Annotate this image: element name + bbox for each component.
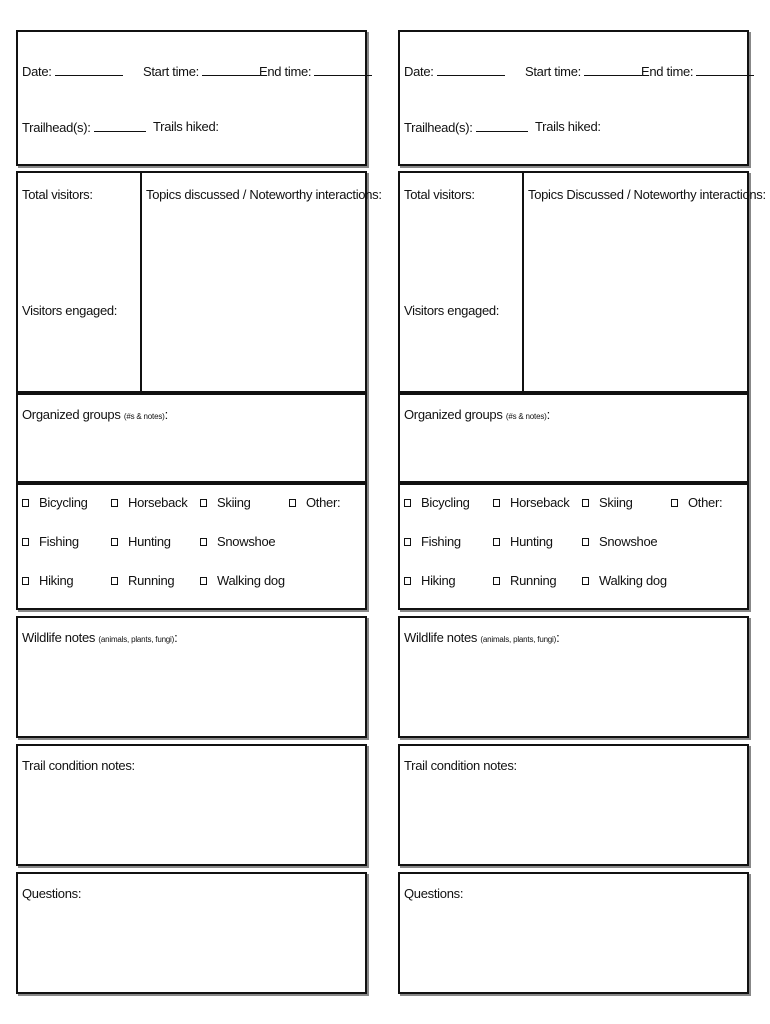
start-time-field	[143, 63, 260, 79]
activity-horseback[interactable]	[493, 495, 569, 510]
activity-label: Bicycling	[421, 495, 470, 510]
organized-groups-section	[16, 393, 367, 483]
activity-label: Bicycling	[39, 495, 88, 510]
activity-label: Other:	[688, 495, 723, 510]
activity-fishing[interactable]	[404, 534, 461, 549]
wildlife-section	[398, 616, 749, 738]
organized-groups-label: Organized groups	[22, 407, 121, 422]
end-time-label: End time:	[641, 64, 694, 79]
wildlife-note: (animals, plants, fungi)	[98, 635, 175, 644]
activity-label: Walking dog	[599, 573, 667, 588]
checkbox-icon[interactable]	[404, 499, 411, 507]
checkbox-icon[interactable]	[671, 499, 678, 507]
visitors-engaged-label: Visitors engaged:	[22, 303, 118, 318]
trailheads-field	[22, 119, 146, 135]
activities-section	[398, 483, 749, 610]
activity-label: Hiking	[421, 573, 456, 588]
activity-other[interactable]	[671, 495, 722, 510]
activity-label: Skiing	[217, 495, 251, 510]
activity-label: Horseback	[510, 495, 570, 510]
end-time-field	[259, 63, 372, 79]
total-visitors-label: Total visitors:	[22, 187, 93, 202]
trailheads-label: Trailhead(s):	[22, 120, 91, 135]
end-time-blank[interactable]	[696, 63, 754, 76]
activity-label: Snowshoe	[217, 534, 276, 549]
topics-label: Topics Discussed / Noteworthy interactions:	[528, 187, 766, 202]
date-blank[interactable]	[55, 63, 123, 76]
activity-label: Hunting	[128, 534, 171, 549]
wildlife-heading	[404, 630, 559, 645]
end-time-blank[interactable]	[314, 63, 372, 76]
activity-label: Fishing	[421, 534, 461, 549]
activity-label: Hunting	[510, 534, 553, 549]
activity-label: Hiking	[39, 573, 74, 588]
wildlife-colon: :	[556, 630, 560, 645]
activity-label: Fishing	[39, 534, 79, 549]
questions-section	[398, 872, 749, 994]
checkbox-icon[interactable]	[22, 499, 29, 507]
activity-hiking[interactable]	[22, 573, 73, 588]
organized-groups-colon: :	[164, 407, 168, 422]
checkbox-icon[interactable]	[404, 538, 411, 546]
date-field	[22, 63, 123, 79]
activity-fishing[interactable]	[22, 534, 79, 549]
checkbox-icon[interactable]	[111, 499, 118, 507]
checkbox-icon[interactable]	[200, 577, 207, 585]
start-time-label: Start time:	[143, 64, 199, 79]
trail-condition-label: Trail condition notes:	[22, 758, 135, 773]
activity-label: Running	[510, 573, 557, 588]
activity-hunting[interactable]	[493, 534, 553, 549]
activities-section	[16, 483, 367, 610]
checkbox-icon[interactable]	[111, 577, 118, 585]
checkbox-icon[interactable]	[404, 577, 411, 585]
activity-other[interactable]	[289, 495, 340, 510]
organized-groups-heading	[404, 407, 550, 422]
visitors-engaged-label: Visitors engaged:	[404, 303, 500, 318]
checkbox-icon[interactable]	[493, 538, 500, 546]
checkbox-icon[interactable]	[582, 499, 589, 507]
trailheads-label: Trailhead(s):	[404, 120, 473, 135]
start-time-label: Start time:	[525, 64, 581, 79]
checkbox-icon[interactable]	[493, 577, 500, 585]
trailheads-blank[interactable]	[94, 119, 146, 132]
column-divider	[522, 173, 524, 391]
activity-snowshoe[interactable]	[200, 534, 275, 549]
visitors-section	[398, 171, 766, 393]
wildlife-label: Wildlife notes	[404, 630, 478, 645]
activity-label: Walking dog	[217, 573, 285, 588]
header-section	[398, 30, 749, 166]
organized-groups-section	[398, 393, 749, 483]
wildlife-colon: :	[174, 630, 178, 645]
end-time-label: End time:	[259, 64, 312, 79]
activity-label: Other:	[306, 495, 341, 510]
trail-condition-section	[398, 744, 749, 866]
checkbox-icon[interactable]	[22, 538, 29, 546]
date-label: Date:	[404, 64, 434, 79]
activity-hunting[interactable]	[111, 534, 171, 549]
trails-hiked-label: Trails hiked:	[535, 119, 601, 134]
organized-groups-note: (#s & notes)	[505, 412, 547, 421]
activity-label: Running	[128, 573, 175, 588]
activity-label: Snowshoe	[599, 534, 658, 549]
questions-label: Questions:	[404, 886, 464, 901]
checkbox-icon[interactable]	[289, 499, 296, 507]
checkbox-icon[interactable]	[22, 577, 29, 585]
checkbox-icon[interactable]	[200, 499, 207, 507]
start-time-blank[interactable]	[202, 63, 260, 76]
activity-running[interactable]	[111, 573, 174, 588]
header-section	[16, 30, 367, 166]
activity-snowshoe[interactable]	[582, 534, 657, 549]
trail-condition-section	[16, 744, 367, 866]
trailheads-blank[interactable]	[476, 119, 528, 132]
questions-section	[16, 872, 367, 994]
organized-groups-heading	[22, 407, 168, 422]
checkbox-icon[interactable]	[111, 538, 118, 546]
total-visitors-label: Total visitors:	[404, 187, 475, 202]
activity-label: Skiing	[599, 495, 633, 510]
organized-groups-label: Organized groups	[404, 407, 503, 422]
questions-label: Questions:	[22, 886, 82, 901]
activity-label: Horseback	[128, 495, 188, 510]
activity-bicycling[interactable]	[404, 495, 470, 510]
activity-running[interactable]	[493, 573, 556, 588]
wildlife-label: Wildlife notes	[22, 630, 96, 645]
wildlife-note: (animals, plants, fungi)	[480, 635, 557, 644]
activity-bicycling[interactable]	[22, 495, 88, 510]
start-time-blank[interactable]	[584, 63, 642, 76]
organized-groups-colon: :	[546, 407, 550, 422]
topics-label: Topics discussed / Noteworthy interactions:	[146, 187, 382, 202]
activity-hiking[interactable]	[404, 573, 455, 588]
checkbox-icon[interactable]	[200, 538, 207, 546]
checkbox-icon[interactable]	[493, 499, 500, 507]
trailheads-field	[404, 119, 528, 135]
organized-groups-note: (#s & notes)	[123, 412, 165, 421]
activity-walking-dog[interactable]	[200, 573, 285, 588]
checkbox-icon[interactable]	[582, 577, 589, 585]
date-field	[404, 63, 505, 79]
trail-condition-label: Trail condition notes:	[404, 758, 517, 773]
visitors-section	[16, 171, 382, 393]
start-time-field	[525, 63, 642, 79]
checkbox-icon[interactable]	[582, 538, 589, 546]
activity-walking-dog[interactable]	[582, 573, 667, 588]
wildlife-heading	[22, 630, 177, 645]
date-blank[interactable]	[437, 63, 505, 76]
date-label: Date:	[22, 64, 52, 79]
column-divider	[140, 173, 142, 391]
end-time-field	[641, 63, 754, 79]
activity-horseback[interactable]	[111, 495, 187, 510]
activity-skiing[interactable]	[582, 495, 633, 510]
activity-skiing[interactable]	[200, 495, 251, 510]
wildlife-section	[16, 616, 367, 738]
trails-hiked-label: Trails hiked:	[153, 119, 219, 134]
